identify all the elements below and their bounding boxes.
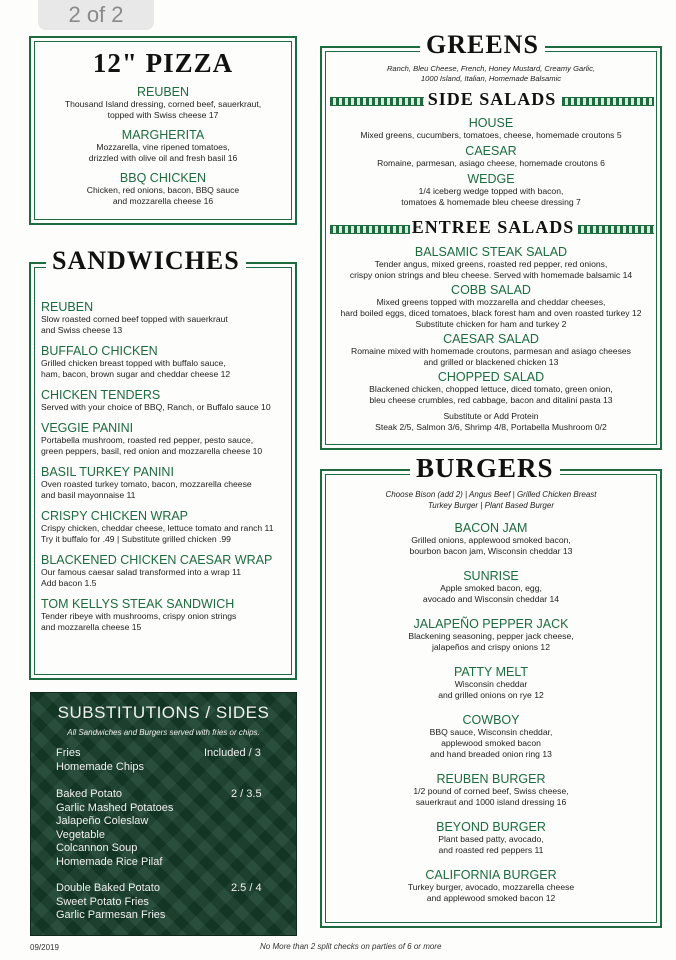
subs-title: SUBSTITUTIONS / SIDES bbox=[57, 703, 270, 722]
item-desc: Portabella mushroom, roasted red pepper, pesto sauce, bbox=[41, 435, 254, 445]
item-desc: Try it buffalo for .49 | Substitute grilled chicken .99 bbox=[41, 534, 231, 544]
menu-item bbox=[322, 617, 660, 653]
side-item: Fries bbox=[56, 747, 81, 759]
menu-item bbox=[322, 569, 660, 605]
menu-item bbox=[322, 820, 660, 856]
item-desc: and grilled or blackened chicken 13 bbox=[423, 357, 559, 367]
protein-options bbox=[322, 411, 660, 433]
item-desc: and mozzarella cheese 15 bbox=[41, 622, 142, 632]
item-desc: tomatoes & homemade bleu cheese dressing 7 bbox=[401, 197, 581, 207]
item-desc: Blackened chicken, chopped lettuce, diced tomato, green onion, bbox=[369, 384, 613, 394]
item-desc: Mixed greens topped with mozzarella and cheddar cheeses, bbox=[376, 297, 606, 307]
dressings-line: Ranch, Bleu Cheese, French, Honey Mustard, Creamy Garlic, bbox=[386, 64, 596, 73]
item-name: HOUSE bbox=[468, 116, 514, 130]
item-desc: Substitute chicken for ham and turkey 2 bbox=[415, 319, 567, 329]
side-price: Included / 3 bbox=[204, 747, 261, 759]
item-desc: Romaine, parmesan, asiago cheese, homemade croutons 6 bbox=[377, 158, 605, 168]
subs-note: All Sandwiches and Burgers served with fries or chips. bbox=[67, 728, 260, 737]
item-desc: sauerkraut and 1000 island dressing 16 bbox=[415, 797, 567, 807]
item-name: VEGGIE PANINI bbox=[41, 421, 134, 435]
menu-date: 09/2019 bbox=[30, 943, 59, 952]
item-desc: Crispy chicken, cheddar cheese, lettuce tomato and ranch 11 bbox=[41, 523, 274, 533]
side-item: Garlic Parmesan Fries bbox=[56, 909, 166, 921]
item-desc: crispy onion strings and bleu cheese. Served with homemade balsamic 14 bbox=[349, 270, 633, 280]
item-desc: Oven roasted turkey tomato, bacon, mozzarella cheese bbox=[41, 479, 252, 489]
item-desc: Slow roasted corned beef topped with sauerkraut bbox=[41, 314, 228, 324]
item-desc: and hand breaded onion ring 13 bbox=[430, 749, 552, 759]
item-desc: Tender ribeye with mushrooms, crispy onion strings bbox=[41, 611, 237, 621]
item-desc: 1/2 pound of corned beef, Swiss cheese, bbox=[413, 786, 569, 796]
dressings-line: 1000 Island, Italian, Homemade Balsamic bbox=[420, 74, 562, 83]
menu-item bbox=[322, 665, 660, 701]
item-name: WEDGE bbox=[467, 172, 515, 186]
side-item: Colcannon Soup bbox=[56, 842, 138, 854]
item-name: REUBEN bbox=[136, 85, 190, 99]
sandwiches-section bbox=[29, 262, 297, 680]
greens-section bbox=[320, 46, 662, 450]
side-item: Jalapeño Coleslaw bbox=[56, 815, 149, 827]
item-desc: applewood smoked bacon bbox=[441, 738, 541, 748]
substitutions-panel bbox=[30, 692, 297, 936]
side-item: Double Baked Potato bbox=[56, 882, 160, 894]
menu-item bbox=[322, 370, 660, 406]
item-name: JALAPEÑO PEPPER JACK bbox=[413, 617, 569, 631]
page-indicator-badge: 2 of 2 bbox=[38, 0, 154, 30]
menu-item bbox=[322, 332, 660, 368]
item-desc: hard boiled eggs, diced tomatoes, black forest ham and oven roasted turkey 12 bbox=[340, 308, 642, 318]
item-name: PATTY MELT bbox=[453, 665, 529, 679]
title-rule bbox=[340, 469, 410, 471]
item-name: TOM KELLYS STEAK SANDWICH bbox=[41, 597, 235, 611]
item-desc: topped with Swiss cheese 17 bbox=[107, 110, 219, 120]
chain-divider bbox=[330, 225, 410, 234]
item-name: BASIL TURKEY PANINI bbox=[41, 465, 174, 479]
side-price: 2 / 3.5 bbox=[231, 788, 262, 800]
item-desc: and applewood smoked bacon 12 bbox=[426, 893, 556, 903]
menu-item bbox=[322, 283, 660, 330]
menu-item bbox=[41, 553, 286, 589]
side-item: Sweet Potato Fries bbox=[56, 895, 149, 908]
side-group bbox=[56, 788, 173, 869]
side-salads-title: SIDE SALADS bbox=[427, 89, 557, 109]
item-desc: Plant based patty, avocado, bbox=[438, 834, 544, 844]
dressings-list bbox=[322, 64, 660, 84]
item-desc: and basil mayonnaise 11 bbox=[41, 490, 136, 500]
item-desc: Tender angus, mixed greens, roasted red pepper, red onions, bbox=[374, 259, 608, 269]
menu-item bbox=[322, 144, 660, 169]
menu-item bbox=[41, 388, 286, 413]
item-desc: and roasted red peppers 11 bbox=[438, 845, 544, 855]
item-name: CHICKEN TENDERS bbox=[41, 388, 161, 402]
burger-choices bbox=[322, 489, 660, 511]
side-price: 2.5 / 4 bbox=[231, 882, 262, 894]
pizza-title: 12" PIZZA bbox=[92, 48, 234, 78]
menu-item bbox=[41, 509, 286, 545]
menu-item bbox=[322, 772, 660, 808]
item-name: REUBEN BURGER bbox=[436, 772, 546, 786]
item-desc: Mixed greens, cucumbers, tomatoes, cheese, homemade croutons 5 bbox=[360, 130, 622, 140]
item-desc: Chicken, red onions, bacon, BBQ sauce bbox=[86, 185, 240, 195]
menu-item bbox=[31, 85, 295, 121]
side-item: Homemade Rice Pilaf bbox=[56, 855, 163, 868]
item-name: BUFFALO CHICKEN bbox=[41, 344, 158, 358]
item-desc: Mozzarella, vine ripened tomatoes, bbox=[96, 142, 230, 152]
item-name: BALSAMIC STEAK SALAD bbox=[414, 245, 568, 259]
item-name: CRISPY CHICKEN WRAP bbox=[41, 509, 189, 523]
title-rule bbox=[562, 46, 642, 48]
item-name: CAESAR bbox=[465, 144, 517, 158]
menu-item bbox=[31, 171, 295, 207]
menu-item bbox=[322, 172, 660, 208]
choices-line: Choose Bison (add 2) | Angus Beef | Grilled Chicken Breast bbox=[385, 490, 597, 499]
menu-item bbox=[41, 300, 286, 336]
menu-item bbox=[41, 344, 286, 380]
item-desc: Wisconsin cheddar bbox=[454, 679, 528, 689]
item-desc: Served with your choice of BBQ, Ranch, or Buffalo sauce 10 bbox=[41, 402, 271, 412]
item-name: SUNRISE bbox=[463, 569, 519, 583]
chain-divider bbox=[578, 225, 654, 234]
item-desc: and Swiss cheese 13 bbox=[41, 325, 123, 335]
item-desc: and mozzarella cheese 16 bbox=[112, 196, 214, 206]
menu-item bbox=[322, 868, 660, 904]
item-desc: Add bacon 1.5 bbox=[41, 578, 97, 588]
menu-item bbox=[41, 465, 286, 501]
item-desc: avocado and Wisconsin cheddar 14 bbox=[422, 594, 560, 604]
item-name: BLACKENED CHICKEN CAESAR WRAP bbox=[41, 553, 273, 567]
split-check-note: No More than 2 split checks on parties of 6 or more bbox=[260, 942, 442, 951]
side-item: Garlic Mashed Potatoes bbox=[56, 801, 174, 814]
item-desc: green peppers, basil, red onion and mozzarella cheese 10 bbox=[41, 446, 263, 456]
title-rule bbox=[572, 469, 642, 471]
menu-item bbox=[322, 713, 660, 760]
menu-item bbox=[322, 521, 660, 557]
item-name: BEYOND BURGER bbox=[436, 820, 546, 834]
item-desc: and grilled onions on rye 12 bbox=[438, 690, 544, 700]
item-desc: bleu cheese crumbles, red cabbage, bacon and ditalini pasta 13 bbox=[369, 395, 613, 405]
item-desc: Thousand Island dressing, corned beef, sauerkraut, bbox=[64, 99, 262, 109]
menu-item bbox=[41, 597, 286, 633]
item-desc: BBQ sauce, Wisconsin cheddar, bbox=[429, 727, 553, 737]
item-name: COWBOY bbox=[462, 713, 520, 727]
item-name: MARGHERITA bbox=[121, 128, 205, 142]
item-name: CALIFORNIA BURGER bbox=[425, 868, 557, 882]
item-name: BBQ CHICKEN bbox=[119, 171, 207, 185]
greens-title: GREENS bbox=[420, 30, 545, 60]
item-desc: Blackening seasoning, pepper jack cheese, bbox=[408, 631, 574, 641]
side-group bbox=[56, 747, 144, 774]
item-name: COBB SALAD bbox=[451, 283, 531, 297]
item-desc: 1/4 iceberg wedge topped with bacon, bbox=[418, 186, 564, 196]
item-desc: bourbon bacon jam, Wisconsin cheddar 13 bbox=[409, 546, 573, 556]
item-name: CHOPPED SALAD bbox=[437, 370, 545, 384]
item-name: CAESAR SALAD bbox=[443, 332, 539, 346]
item-desc: drizzled with olive oil and fresh basil 16 bbox=[88, 153, 238, 163]
item-desc: Apple smoked bacon, egg, bbox=[440, 583, 542, 593]
item-desc: Romaine mixed with homemade croutons, parmesan and asiago cheeses bbox=[351, 346, 631, 356]
protein-line: Substitute or Add Protein bbox=[443, 411, 539, 421]
side-item: Homemade Chips bbox=[56, 760, 145, 773]
chain-divider bbox=[562, 97, 654, 106]
title-rule bbox=[340, 46, 420, 48]
item-desc: ham, bacon, brown sugar and cheddar cheese 12 bbox=[41, 369, 231, 379]
item-name: BACON JAM bbox=[454, 521, 528, 535]
side-item: Baked Potato bbox=[56, 788, 123, 800]
protein-line: Steak 2/5, Salmon 3/6, Shrimp 4/8, Portabella Mushroom 0/2 bbox=[375, 422, 607, 432]
entree-salads-title: ENTREE SALADS bbox=[411, 217, 575, 237]
sandwiches-title: SANDWICHES bbox=[46, 246, 246, 276]
item-name: REUBEN bbox=[41, 300, 94, 314]
side-group bbox=[56, 882, 165, 923]
item-desc: Grilled chicken breast topped with buffalo sauce, bbox=[41, 358, 226, 368]
item-desc: Our famous caesar salad transformed into a wrap 11 bbox=[41, 567, 241, 577]
side-item: Vegetable bbox=[56, 828, 105, 841]
menu-item bbox=[322, 116, 660, 141]
chain-divider bbox=[330, 97, 424, 106]
burgers-section bbox=[320, 469, 662, 928]
menu-item bbox=[322, 245, 660, 281]
item-desc: Turkey burger, avocado, mozzarella cheese bbox=[407, 882, 575, 892]
burgers-title: BURGERS bbox=[410, 453, 560, 484]
item-desc: Grilled onions, applewood smoked bacon, bbox=[411, 535, 571, 545]
choices-line: Turkey Burger | Plant Based Burger bbox=[428, 501, 554, 510]
item-desc: jalapeños and crispy onions 12 bbox=[431, 642, 550, 652]
menu-item bbox=[41, 421, 286, 457]
menu-item bbox=[31, 128, 295, 164]
pizza-section bbox=[29, 36, 297, 225]
